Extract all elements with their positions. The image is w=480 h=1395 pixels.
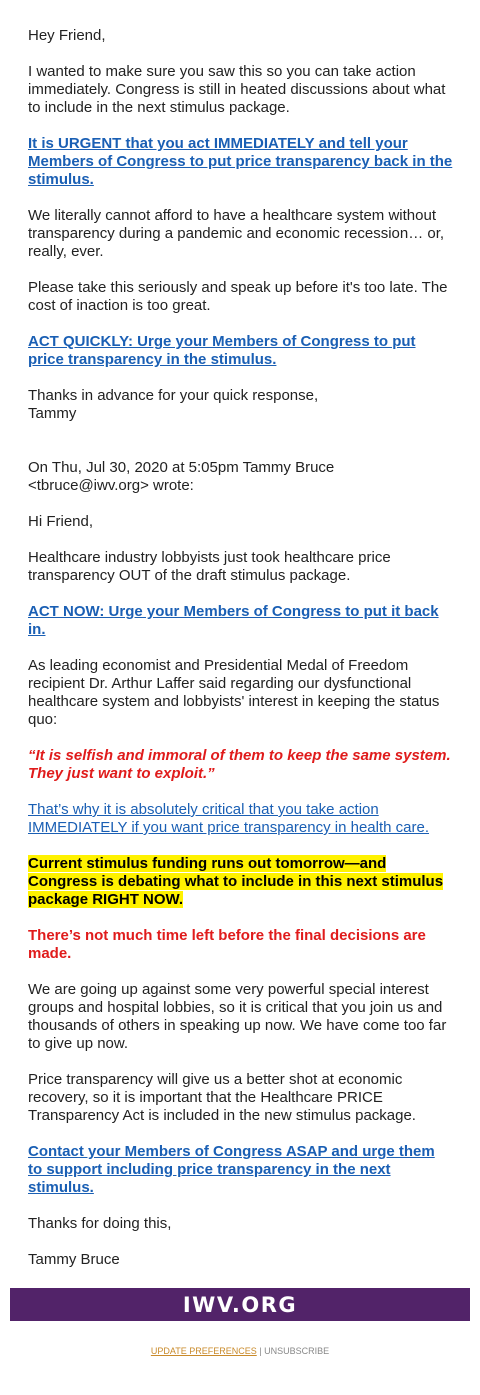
act-quickly-link[interactable]: ACT QUICKLY: Urge your Members of Congress to put price transparency in the stimulus. xyxy=(28,333,416,368)
update-preferences-link[interactable]: UPDATE PREFERENCES xyxy=(150,1346,257,1356)
quoted-header: On Thu, Jul 30, 2020 at 5:05pm Tammy Bruce <tbruce@iwv.org> wrote: xyxy=(28,459,335,494)
unsubscribe-link[interactable]: UNSUBSCRIBE xyxy=(264,1346,330,1356)
quoted-paragraph-laffer: As leading economist and Presidential Medal of Freedom recipient Dr. Arthur Laffer said regarding our dysfunctional healthcare system and lobbyists' interest in keeping the status quo: xyxy=(28,657,440,728)
email-footer xyxy=(0,1346,480,1356)
iwv-banner[interactable] xyxy=(10,1288,470,1321)
laffer-quote: “It is selfish and immoral of them to keep the same system. They just want to exploit.” xyxy=(28,747,451,782)
highlighted-notice: Current stimulus funding runs out tomorrow—and Congress is debating what to include in this next stimulus package RIGHT NOW. xyxy=(28,855,444,908)
email-body xyxy=(28,27,453,1287)
quoted-paragraph-lobbyists: Healthcare industry lobbyists just took healthcare price transparency OUT of the draft stimulus package. xyxy=(28,549,391,584)
quoted-thanks: Thanks for doing this, xyxy=(28,1215,172,1232)
signoff-name: Tammy xyxy=(28,405,77,422)
greeting: Hey Friend, xyxy=(28,27,106,44)
signature: Tammy Bruce xyxy=(28,1251,120,1268)
intro-paragraph: I wanted to make sure you saw this so you can take action immediately. Congress is still in heated discussions about what to include in the next stimulus package. xyxy=(28,63,446,116)
critical-action-link[interactable]: That’s why it is absolutely critical that you take action IMMEDIATELY if you want price transparency in health care. xyxy=(28,801,430,836)
quoted-greeting: Hi Friend, xyxy=(28,513,94,530)
footer-separator: | xyxy=(259,1346,262,1356)
quoted-paragraph-lobbies: We are going up against some very powerful special interest groups and hospital lobbies, so it is critical that you join us and thousands of others in speaking up now. We have come too far to give up now. xyxy=(28,981,447,1052)
quoted-paragraph-recovery: Price transparency will give us a better shot at economic recovery, so it is important that the Healthcare PRICE Transparency Act is included in the new stimulus package. xyxy=(28,1071,416,1124)
paragraph-pandemic: We literally cannot afford to have a healthcare system without transparency during a pandemic and economic recession… or, really, ever. xyxy=(28,207,445,260)
time-warning: There’s not much time left before the final decisions are made. xyxy=(28,927,426,962)
paragraph-seriously: Please take this seriously and speak up before it's too late. The cost of inaction is too great. xyxy=(28,279,448,314)
urgent-action-link[interactable]: It is URGENT that you act IMMEDIATELY and tell your Members of Congress to put price transparency back in the stimulus. xyxy=(28,135,453,188)
iwv-logo-text: IWV.ORG xyxy=(182,1292,298,1317)
act-now-link[interactable]: ACT NOW: Urge your Members of Congress to put it back in. xyxy=(28,603,439,638)
contact-congress-link[interactable]: Contact your Members of Congress ASAP and urge them to support including price transparency in the next stimulus. xyxy=(28,1143,435,1196)
thanks-line: Thanks in advance for your quick response, xyxy=(28,387,319,404)
